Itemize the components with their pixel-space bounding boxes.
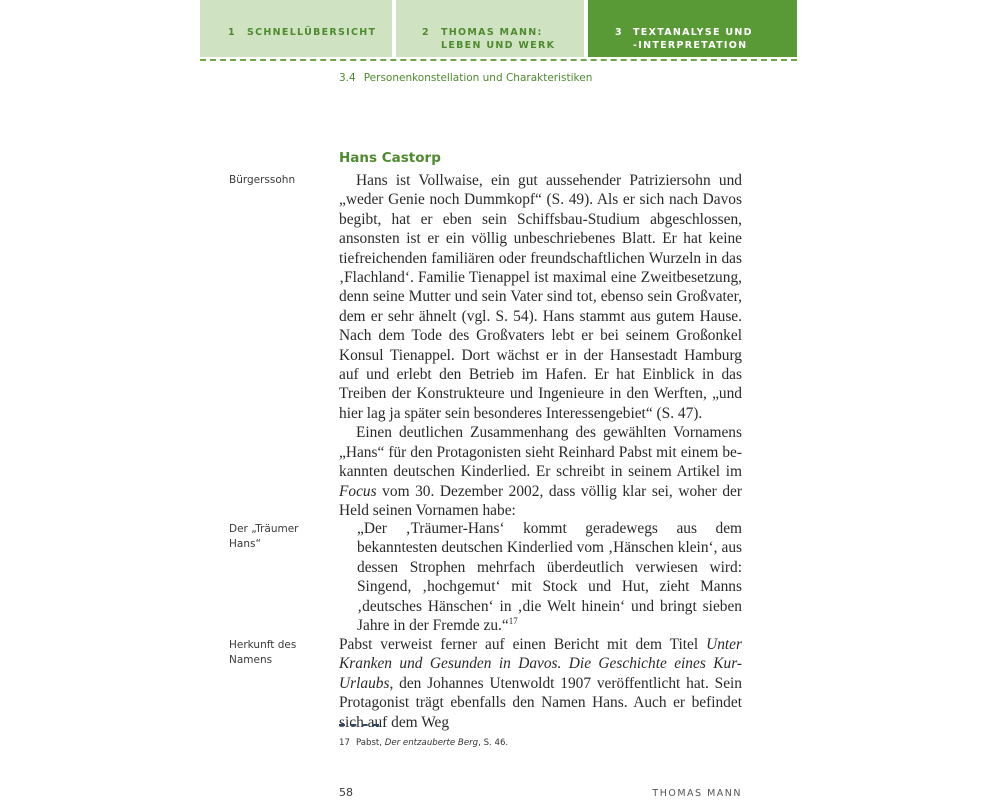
- tab-number: 3: [615, 27, 623, 38]
- page-number: 58: [339, 786, 353, 799]
- paragraph-2-text-end: vom 30. Dezember 2002, dass völlig klar sei, woher der Held seinen Vornamen habe:: [339, 482, 742, 519]
- paragraph-1: Hans ist Vollwaise, ein gut aussehender Patriziersohn und „weder Genie noch Dummkopf“ (S. 49). Als er sich nach Davos begibt, hat er eben sein Schiffsbau-Studium abgeschlossen, ansonsten ist er ein völlig unbeschriebenes Blatt. Er hat keine tiefreichenden familiären oder freundschaftlichen Wurzeln in das ‚Flachland‘. Familie Tienappel ist maximal eine Zweitbesetzung, denn seine Mutter und sein Vater sind tot, ebenso sein Großvater, dem er sehr ähnelt (vgl. S. 54). Hans stammt aus gutem Hause. Nach dem Tode des Großvaters lebt er bei seinem Großonkel Konsul Tienappel. Dort wächst er in der Hansestadt Hamburg auf und erlebt den Betrieb im Hafen. Er hat Einblick in das Treiben der Konstrukteure und Ingenieure in den Werften, „und hier lag ja später sein besonderes Interessengebiet“ (S. 47).: [339, 172, 742, 422]
- tab-number: 1: [228, 27, 236, 38]
- character-heading: Hans Castorp: [339, 150, 441, 166]
- tab-schnelluebersicht[interactable]: [200, 0, 392, 57]
- tab-number: 2: [422, 27, 430, 38]
- chapter-tabs: [200, 0, 797, 57]
- footnote-book-title: Der entzauberte Berg: [384, 738, 479, 748]
- footnote-number: 17: [339, 738, 350, 748]
- paragraph-2: [339, 423, 742, 520]
- footnote: [339, 738, 508, 748]
- section-number: 3.4: [339, 72, 356, 84]
- margin-note-herkunft: Herkunft des Namens: [229, 639, 297, 666]
- quote-text-wrap: [357, 519, 742, 635]
- header-divider: [200, 59, 797, 61]
- footnote-text: Pabst,: [355, 738, 385, 748]
- tab-leben-und-werk[interactable]: [396, 0, 584, 57]
- section-header: [339, 72, 600, 84]
- tab-label: SCHNELLÜBERSICHT: [247, 27, 377, 38]
- section-title: Personenkonstellation und Charakteristiken: [363, 72, 593, 84]
- running-footer-author: THOMAS MANN: [652, 788, 742, 799]
- block-quote: [357, 519, 742, 635]
- footnote-divider: [339, 724, 379, 726]
- paragraph-3-text-end: , den Johannes Utenwoldt 1907 veröffentlicht hat. Sein Protagonist trägt ebenfalls den Namen Hans. Auch er befindet sich auf dem Weg: [339, 674, 742, 731]
- magazine-title: Focus: [339, 482, 377, 500]
- paragraph-2-text: Einen deutlichen Zusammenhang des gewählten Vornamens „Hans“ für den Protagonisten sieht Reinhard Pabst mit einem bekannten deutschen Kinderlied. Er schreibt in seinem Artikel im: [339, 424, 742, 481]
- paragraph-3-block: [339, 635, 742, 732]
- margin-note-traeumer-hans: Der „Träumer Hans“: [229, 523, 299, 550]
- tab-label: TEXTANALYSE UND -INTERPRETATION: [633, 27, 753, 51]
- report-title: Unter Kranken und Gesunden in Davos. Die Geschichte eines Kur-Urlaubs: [339, 636, 742, 692]
- main-text: [339, 171, 742, 520]
- quote-text: „Der ‚Träumer-Hans‘ kommt geradewegs aus dem bekanntesten deutschen Kinderlied vom ‚Hänschen klein‘, aus dessen Strophen mehrfach überdeutlich verwiesen wird: Singend, ‚hochgemut‘ mit Stock und Hut, zieht Manns ‚deutsches Hänschen‘ in ‚die Welt hinein‘ und bringt sieben Jahre in der Fremde zu.“: [357, 520, 742, 635]
- paragraph-3: [339, 635, 742, 732]
- paragraph-3-text: Pabst verweist ferner auf einen Bericht mit dem Titel: [339, 636, 707, 653]
- footnote-page: , S. 46.: [478, 738, 509, 748]
- tab-textanalyse[interactable]: [588, 0, 797, 57]
- footnote-ref[interactable]: 17: [508, 616, 518, 627]
- tab-label: THOMAS MANN: LEBEN UND WERK: [441, 27, 556, 51]
- margin-note-buergerssohn: Bürgerssohn: [229, 174, 296, 186]
